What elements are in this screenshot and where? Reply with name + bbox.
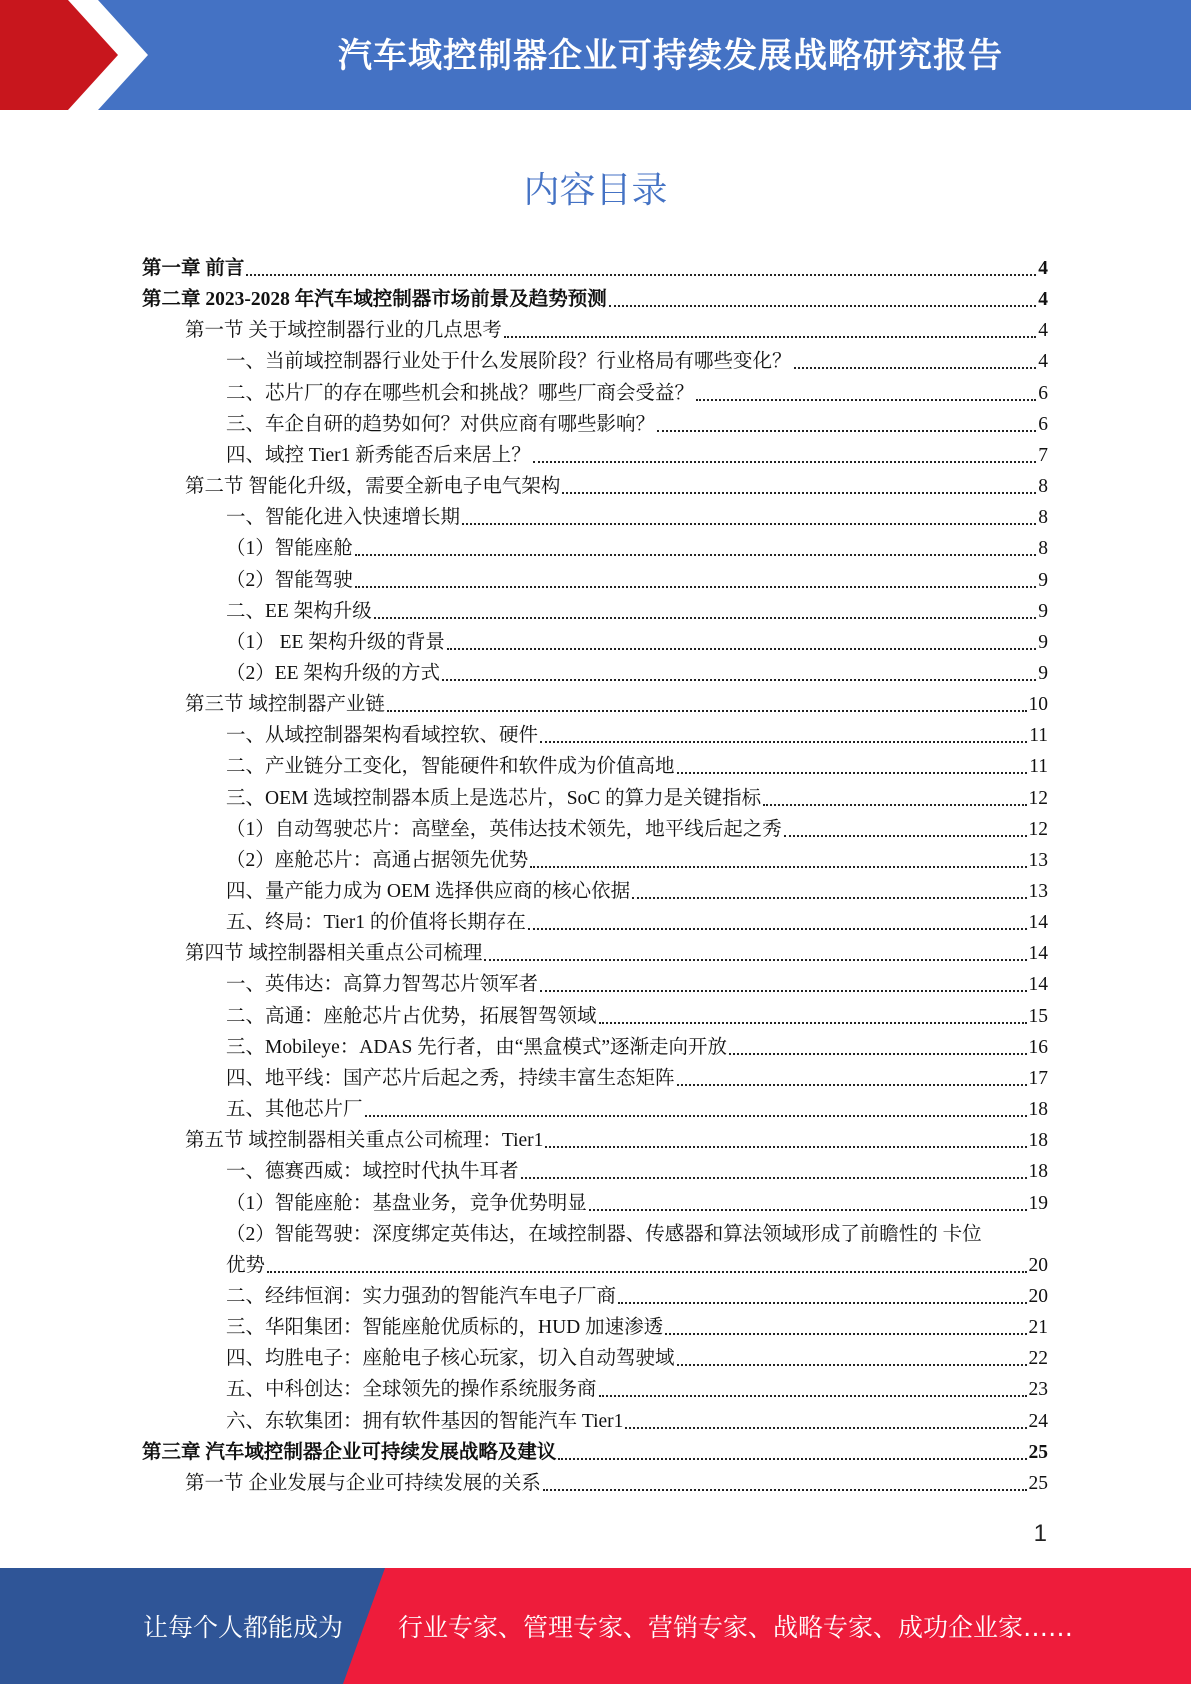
toc-dot-leader <box>677 1364 1027 1366</box>
toc-entry-title: （1）智能座舱 <box>226 538 353 560</box>
toc-entry-page: 18 <box>1028 1130 1048 1152</box>
toc-entry-page: 23 <box>1028 1379 1048 1401</box>
toc-entry[interactable] <box>185 1468 1048 1499</box>
toc-entry-page: 9 <box>1038 569 1048 591</box>
toc-entry[interactable] <box>226 1001 1048 1032</box>
toc-entry-page: 22 <box>1028 1348 1048 1370</box>
toc-dot-leader <box>442 679 1036 681</box>
toc-entry-page: 18 <box>1028 1099 1048 1121</box>
toc-entry-page: 18 <box>1028 1161 1048 1183</box>
toc-entry[interactable] <box>226 1094 1048 1125</box>
toc-entry[interactable] <box>226 1374 1048 1405</box>
page-title: 内容目录 <box>523 170 668 211</box>
toc-entry[interactable] <box>226 1312 1048 1343</box>
toc-entry[interactable] <box>226 1406 1048 1437</box>
toc-entry-page: 10 <box>1028 694 1048 716</box>
toc-entry[interactable] <box>226 969 1048 1000</box>
toc-entry[interactable] <box>226 814 1048 845</box>
toc-entry[interactable] <box>226 565 1048 596</box>
toc-entry-title: 二、高通：座舱芯片占优势，拓展智驾领域 <box>226 1005 597 1027</box>
toc-entry-title: （2）座舱芯片：高通占据领先优势 <box>226 849 529 871</box>
toc-entry-page: 25 <box>1028 1441 1048 1463</box>
toc-dot-leader <box>665 1333 1026 1335</box>
footer-banner <box>0 1568 1191 1684</box>
toc-entry-page: 14 <box>1028 912 1048 934</box>
toc-dot-leader <box>462 523 1036 525</box>
toc-entry-title: 三、华阳集团：智能座舱优质标的，HUD 加速渗透 <box>226 1317 664 1339</box>
toc-entry[interactable] <box>185 938 1048 969</box>
toc-dot-leader <box>625 1427 1026 1429</box>
toc-entry-page: 8 <box>1038 538 1048 560</box>
toc-dot-leader <box>545 1146 1026 1148</box>
toc-entry-title: 第二章 2023-2028 年汽车域控制器市场前景及趋势预测 <box>142 289 607 311</box>
footer-slogan-left: 让每个人都能成为 <box>143 1613 344 1642</box>
toc-entry-title: 一、德赛西威：域控时代执牛耳者 <box>226 1161 519 1183</box>
toc-entry-title: 五、其他芯片厂 <box>226 1099 363 1121</box>
toc-entry-title: 第一节 关于域控制器行业的几点思考 <box>185 320 502 342</box>
toc-entry-title: 三、OEM 选域控制器本质上是选芯片，SoC 的算力是关键指标 <box>226 787 762 809</box>
toc-entry-title: 一、智能化进入快速增长期 <box>226 507 461 529</box>
toc-entry[interactable] <box>226 783 1048 814</box>
toc-entry-page: 8 <box>1038 476 1048 498</box>
toc-dot-leader <box>540 990 1026 992</box>
toc-entry-title: 四、地平线：国产芯片后起之秀，持续丰富生态矩阵 <box>226 1067 675 1089</box>
toc-entry[interactable] <box>226 378 1048 409</box>
toc-dot-leader <box>657 430 1036 432</box>
toc-dot-leader <box>365 1115 1027 1117</box>
toc-dot-leader <box>543 1489 1027 1491</box>
toc-entry-page: 20 <box>1028 1254 1048 1276</box>
toc-entry[interactable] <box>226 658 1048 689</box>
toc-entry-page: 4 <box>1038 320 1048 342</box>
toc-entry[interactable] <box>142 284 1048 315</box>
toc-entry-page: 14 <box>1028 974 1048 996</box>
toc-entry-title: 一、从域控制器架构看域控软、硬件 <box>226 725 539 747</box>
toc-entry-title: 四、量产能力成为 OEM 选择供应商的核心依据 <box>226 881 631 902</box>
toc-entry-title: 二、EE 架构升级 <box>226 600 372 622</box>
toc-entry-page: 17 <box>1028 1067 1048 1089</box>
toc-entry-title: 第一章 前言 <box>142 258 245 279</box>
toc-dot-leader <box>794 367 1037 369</box>
toc-dot-leader <box>599 1022 1027 1024</box>
toc-entry-title: 二、经纬恒润：实力强劲的智能汽车电子厂商 <box>226 1285 617 1307</box>
toc-dot-leader <box>562 492 1036 494</box>
toc-entry-page: 4 <box>1038 289 1048 311</box>
toc-entry[interactable] <box>226 440 1048 471</box>
toc-entry-title: （1） EE 架构升级的背景 <box>226 631 445 653</box>
toc-entry-title: 二、芯片厂的存在哪些机会和挑战？哪些厂商会受益？ <box>226 382 695 404</box>
toc-entry-title: 第三节 域控制器产业链 <box>185 694 385 716</box>
toc-entry-title: 第一节 企业发展与企业可持续发展的关系 <box>185 1472 541 1494</box>
toc-entry-title: 三、车企自研的趋势如何？对供应商有哪些影响？ <box>226 413 656 435</box>
toc-entry-page: 25 <box>1028 1472 1048 1494</box>
toc-entry-page: 8 <box>1038 507 1048 529</box>
toc-dot-leader <box>618 1302 1026 1304</box>
toc-entry-title: 第三章 汽车域控制器企业可持续发展战略及建议 <box>142 1441 557 1463</box>
toc-entry[interactable] <box>226 1156 1048 1187</box>
toc-entry-page: 4 <box>1038 258 1048 279</box>
toc-entry[interactable] <box>226 751 1048 782</box>
toc-dot-leader <box>677 1084 1027 1086</box>
toc-entry[interactable] <box>185 689 1048 720</box>
toc-dot-leader <box>589 1209 1027 1211</box>
toc-dot-leader <box>533 461 1036 463</box>
toc-entry-title: 五、中科创达：全球领先的操作系统服务商 <box>226 1379 597 1401</box>
toc-dot-leader <box>374 617 1037 619</box>
toc-entry[interactable] <box>226 1219 1048 1250</box>
toc-dot-leader <box>632 897 1026 899</box>
toc-entry[interactable] <box>226 1343 1048 1374</box>
toc-entry-title: 第二节 智能化升级，需要全新电子电气架构 <box>185 476 561 498</box>
toc-entry-title: 一、当前域控制器行业处于什么发展阶段？行业格局有哪些变化？ <box>226 351 792 373</box>
toc-dot-leader <box>540 741 1027 743</box>
toc-entry-title: （2）EE 架构升级的方式 <box>226 662 440 684</box>
toc-entry[interactable] <box>185 1125 1048 1156</box>
toc-dot-leader <box>763 804 1026 806</box>
toc-dot-leader <box>387 710 1027 712</box>
toc-entry[interactable] <box>185 315 1048 346</box>
toc-entry-title: 三、Mobileye：ADAS 先行者，由“黑盒模式”逐渐走向开放 <box>226 1036 728 1058</box>
toc-entry-page: 6 <box>1038 382 1048 404</box>
toc-entry[interactable] <box>226 502 1048 533</box>
toc-entry-title: （1）智能座舱：基盘业务，竞争优势明显 <box>226 1192 587 1214</box>
toc-entry-page: 12 <box>1028 818 1048 840</box>
toc-entry-title: （1）自动驾驶芯片：高壁垒，英伟达技术领先，地平线后起之秀 <box>226 818 782 840</box>
toc-entry[interactable] <box>226 1281 1048 1312</box>
toc-entry-page: 9 <box>1038 600 1048 622</box>
toc-entry[interactable] <box>185 471 1048 502</box>
toc-dot-leader <box>599 1395 1027 1397</box>
toc-entry-page: 9 <box>1038 631 1048 653</box>
toc-dot-leader <box>530 866 1026 868</box>
toc-entry-page: 24 <box>1028 1410 1048 1432</box>
page-number: 1 <box>1033 1520 1047 1547</box>
toc-entry-page: 7 <box>1038 444 1048 466</box>
toc-entry-title: 四、域控 Tier1 新秀能否后来居上？ <box>226 444 531 466</box>
toc-entry[interactable] <box>142 253 1048 284</box>
toc-entry-title: 六、东软集团：拥有软件基因的智能汽车 Tier1 <box>226 1410 624 1432</box>
toc-entry-page: 4 <box>1038 351 1048 373</box>
toc-dot-leader <box>484 959 1026 961</box>
toc-entry-page: 9 <box>1038 662 1048 684</box>
toc-entry[interactable] <box>226 596 1048 627</box>
toc-entry[interactable] <box>226 876 1048 907</box>
toc-dot-leader <box>267 1271 1026 1273</box>
toc-entry[interactable] <box>226 1250 1048 1281</box>
toc-entry[interactable] <box>226 907 1048 938</box>
toc-entry-page: 13 <box>1028 881 1048 902</box>
toc-entry-page: 6 <box>1038 413 1048 435</box>
toc-entry-title: 第四节 域控制器相关重点公司梳理 <box>185 943 483 965</box>
toc-dot-leader <box>528 928 1027 930</box>
toc-entry-page: 11 <box>1029 725 1048 747</box>
toc-entry-page: 21 <box>1028 1317 1048 1339</box>
toc-entry-page: 12 <box>1028 787 1048 809</box>
toc-entry-page: 11 <box>1029 756 1048 778</box>
toc-dot-leader <box>521 1177 1027 1179</box>
toc-dot-leader <box>246 274 1036 276</box>
toc-entry-page: 13 <box>1028 849 1048 871</box>
header-title: 汽车域控制器企业可持续发展战略研究报告 <box>338 36 1003 76</box>
toc-entry-title: 一、英伟达：高算力智驾芯片领军者 <box>226 974 539 996</box>
toc-entry[interactable] <box>226 1032 1048 1063</box>
toc-entry-page: 15 <box>1028 1005 1048 1027</box>
toc-dot-leader <box>355 554 1036 556</box>
toc-entry[interactable] <box>226 1063 1048 1094</box>
toc-entry[interactable] <box>226 720 1048 751</box>
toc-entry[interactable] <box>226 346 1048 377</box>
toc-entry-title: 优势 <box>226 1254 266 1276</box>
toc-entry-title: 第五节 域控制器相关重点公司梳理：Tier1 <box>185 1130 544 1152</box>
toc-entry-page: 16 <box>1028 1036 1048 1058</box>
header-banner <box>0 0 1191 110</box>
toc-entry-title: 五、终局：Tier1 的价值将长期存在 <box>226 912 526 934</box>
toc-dot-leader <box>784 835 1027 837</box>
toc-dot-leader <box>729 1053 1026 1055</box>
toc-entry[interactable] <box>226 845 1048 876</box>
toc-entry[interactable] <box>142 1437 1048 1468</box>
toc-dot-leader <box>696 399 1036 401</box>
toc-entry-page: 19 <box>1028 1192 1048 1214</box>
toc-entry-title: 二、产业链分工变化，智能硬件和软件成为价值高地 <box>226 756 675 778</box>
toc-entry-page: 20 <box>1028 1285 1048 1307</box>
toc-entry[interactable] <box>226 409 1048 440</box>
toc-entry[interactable] <box>226 1188 1048 1219</box>
toc-entry-title: （2）智能驾驶 <box>226 569 353 591</box>
toc-entry[interactable] <box>226 627 1048 658</box>
toc-entry-title: （2）智能驾驶：深度绑定英伟达，在域控制器、传感器和算法领域形成了前瞻性的 卡位 <box>226 1223 982 1245</box>
toc-dot-leader <box>558 1458 1026 1460</box>
toc-dot-leader <box>447 648 1036 650</box>
toc-dot-leader <box>504 336 1036 338</box>
toc-dot-leader <box>355 586 1036 588</box>
toc-entry-page: 14 <box>1028 943 1048 965</box>
toc-entry-title: 四、均胜电子：座舱电子核心玩家，切入自动驾驶域 <box>226 1348 675 1370</box>
footer-slogan-right: 行业专家、管理专家、营销专家、战略专家、成功企业家…… <box>398 1613 1074 1642</box>
toc-dot-leader <box>609 305 1037 307</box>
toc-dot-leader <box>677 772 1028 774</box>
toc-entry[interactable] <box>226 533 1048 564</box>
